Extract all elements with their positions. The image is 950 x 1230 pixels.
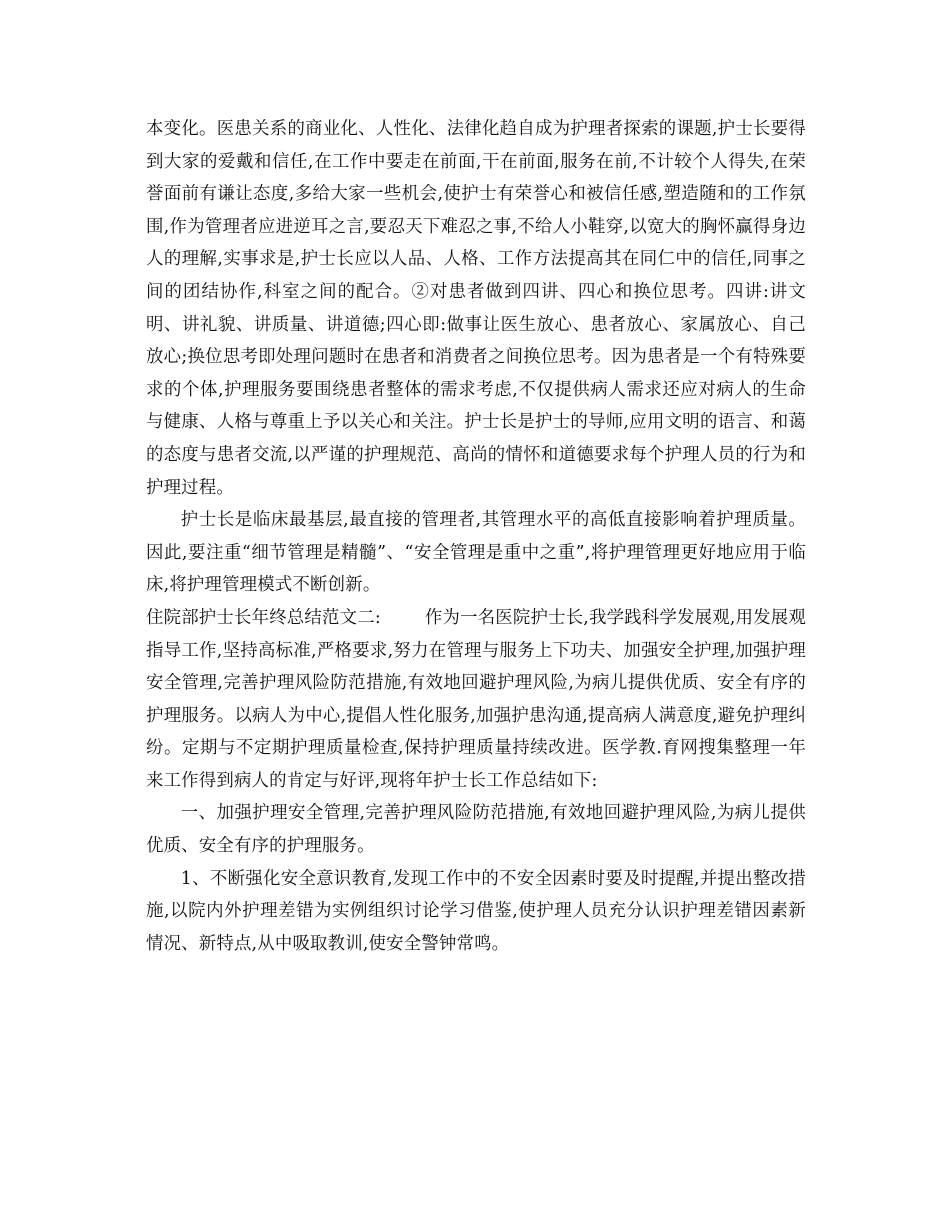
section-heading: 住院部护士长年终总结范文二:	[146, 607, 381, 628]
paragraph-5: 1、不断强化安全意识教育,发现工作中的不安全因素时要及时提醒,并提出整改措施,以院内外护理差错为实例组织讨论学习借鉴,使护理人员充分认识护理差错因素新情况、新特点,从中吸取教训,使安全警钟常鸣。	[146, 868, 806, 954]
paragraph-1: 本变化。医患关系的商业化、人性化、法律化趋自成为护理者探索的课题,护士长要得到大家的爱戴和信任,在工作中要走在前面,干在前面,服务在前,不计较个人得失,在荣誉面前有谦让态度,多给大家一些机会,使护士有荣誉心和被信任感,塑造随和的工作氛围,作为管理者应进逆耳之言,要忍天下难忍之事,不给人小鞋穿,以宽大的胸怀赢得身边人的理解,实事求是,护士长应以人品、人格、工作方法提高其在同仁中的信任,同事之间的团结协作,科室之间的配合。②对患者做到四讲、四心和换位思考。四讲:讲文明、讲礼貌、讲质量、讲道德;四心即:做事让医生放心、患者放心、家属放心、自己放心;换位思考即处理问题时在患者和消费者之间换位思考。因为患者是一个有特殊要求的个体,护理服务要围绕患者整体的需求考虑,不仅提供病人需求还应对病人的生命与健康、人格与尊重上予以关心和关注。护士长是护士的导师,应用文明的语言、和蔼的态度与患者交流,以严谨的护理规范、高尚的情怀和道德要求每个护理人员的行为和护理过程。	[146, 119, 806, 498]
paragraph-3	[146, 602, 806, 798]
paragraph-2: 护士长是临床最基层,最直接的管理者,其管理水平的高低直接影响着护理质量。因此,要注重“细节管理是精髓”、“安全管理是重中之重”,将护理管理更好地应用于临床,将护理管理模式不断创新。	[146, 510, 806, 596]
paragraph-4: 一、加强护理安全管理,完善护理风险防范措施,有效地回避护理风险,为病儿提供优质、安全有序的护理服务。	[146, 803, 806, 857]
document-body	[146, 113, 806, 960]
paragraph-3-text: 作为一名医院护士长,我学践科学发展观,用发展观指导工作,坚持高标准,严格要求,努力在管理与服务上下功夫、加强安全护理,加强护理安全管理,完善护理风险防范措施,有效地回避护理风险,为病儿提供优质、安全有序的护理服务。以病人为中心,提倡人性化服务,加强护患沟通,提高病人满意度,避免护理纠纷。定期与不定期护理质量检查,保持护理质量持续改进。医学教.育网搜集整理一年来工作得到病人的肯定与好评,现将年护士长工作总结如下:	[146, 607, 806, 791]
